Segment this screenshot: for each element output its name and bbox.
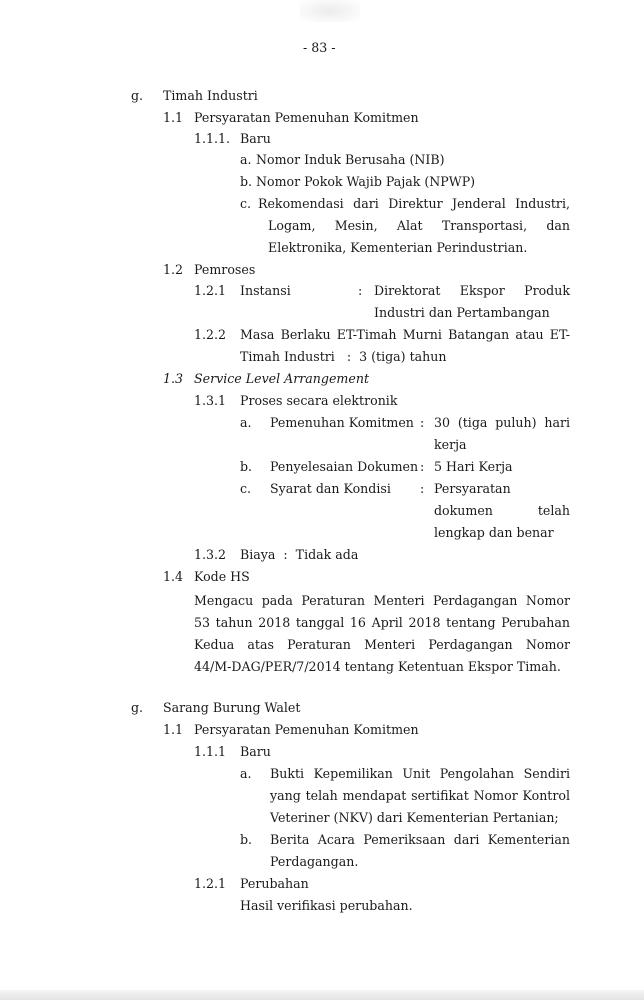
item-heading: Service Level Arrangement (194, 371, 370, 386)
field-value: 30 (tiga puluh) hari (434, 415, 570, 430)
list-item-text: Bukti Kepemilikan Unit Pengolahan Sendiri (270, 766, 570, 781)
item-number: 1.1.1 (194, 744, 227, 759)
item-heading: Pemroses (194, 262, 256, 277)
item-heading: Kode HS (194, 569, 250, 584)
scan-smudge (300, 0, 360, 22)
field-value: dokumen telah (434, 503, 570, 518)
item-number: 1.2.1 (194, 876, 227, 891)
field-value: Direktorat Ekspor Produk (374, 283, 570, 298)
item-text: Hasil verifikasi perubahan. (240, 898, 413, 913)
item-number: 1.2.2 (194, 327, 227, 342)
list-marker: b. (240, 832, 253, 847)
list-item-text: Logam, Mesin, Alat Transportasi, dan (268, 218, 570, 233)
item-heading: Perubahan (240, 876, 309, 891)
item-heading: Proses secara elektronik (240, 393, 398, 408)
item-heading: Baru (240, 744, 271, 759)
item-number: 1.3.2 (194, 547, 227, 562)
field-colon: : (420, 459, 425, 474)
paragraph-line: 53 tahun 2018 tanggal 16 April 2018 tentang Perubahan (194, 615, 570, 630)
list-marker: b. (240, 174, 253, 189)
list-item-text: Nomor Induk Berusaha (NIB) (256, 152, 445, 167)
field-colon: : (358, 283, 363, 298)
field-value: lengkap dan benar (434, 525, 554, 540)
item-text: Biaya : Tidak ada (240, 547, 359, 562)
scan-edge (0, 990, 644, 1000)
list-marker: c. (240, 196, 252, 211)
section-title: Timah Industri (163, 88, 258, 103)
list-item-text: Perdagangan. (270, 854, 359, 869)
item-text: Timah Industri : 3 (tiga) tahun (240, 349, 447, 364)
item-number: 1.4 (163, 569, 184, 584)
item-text: Masa Berlaku ET-Timah Murni Batangan atau ET- (240, 327, 570, 342)
list-marker: a. (240, 766, 252, 781)
item-heading: Persyaratan Pemenuhan Komitmen (194, 722, 419, 737)
list-item-text: Elektronika, Kementerian Perindustrian. (268, 240, 528, 255)
list-marker: c. (240, 481, 252, 496)
list-marker: a. (240, 152, 252, 167)
item-number: 1.1.1. (194, 131, 231, 146)
field-value: Industri dan Pertambangan (374, 305, 550, 320)
field-value: kerja (434, 437, 467, 452)
item-number: 1.2 (163, 262, 184, 277)
list-item-text: Rekomendasi dari Direktur Jenderal Industri, (258, 196, 570, 211)
item-number: 1.3.1 (194, 393, 227, 408)
item-number: 1.2.1 (194, 283, 227, 298)
field-label: Instansi (240, 283, 291, 298)
section-marker: g. (131, 700, 144, 715)
item-number: 1.1 (163, 722, 184, 737)
list-item-text: yang telah mendapat sertifikat Nomor Kontrol (270, 788, 570, 803)
list-item-text: Veteriner (NKV) dari Kementerian Pertanian; (270, 810, 559, 825)
item-number: 1.3 (163, 371, 184, 386)
paragraph-line: Kedua atas Peraturan Menteri Perdagangan Nomor (194, 637, 570, 652)
page-number: - 83 - (303, 40, 336, 55)
item-heading: Persyaratan Pemenuhan Komitmen (194, 110, 419, 125)
field-label: Syarat dan Kondisi (270, 481, 391, 496)
item-heading: Baru (240, 131, 271, 146)
list-item-text: Berita Acara Pemeriksaan dari Kementerian (270, 832, 570, 847)
list-marker: a. (240, 415, 252, 430)
list-item-text: Nomor Pokok Wajib Pajak (NPWP) (256, 174, 476, 189)
section-title: Sarang Burung Walet (163, 700, 301, 715)
field-colon: : (420, 481, 425, 496)
section-marker: g. (131, 88, 144, 103)
paragraph-line: Mengacu pada Peraturan Menteri Perdagangan Nomor (194, 593, 570, 608)
list-marker: b. (240, 459, 253, 474)
paragraph-line: 44/M-DAG/PER/7/2014 tentang Ketentuan Ekspor Timah. (194, 659, 561, 674)
field-value: 5 Hari Kerja (434, 459, 513, 474)
field-label: Pemenuhan Komitmen (270, 415, 414, 430)
field-value: Persyaratan (434, 481, 511, 496)
field-label: Penyelesaian Dokumen (270, 459, 419, 474)
field-colon: : (420, 415, 425, 430)
item-number: 1.1 (163, 110, 184, 125)
